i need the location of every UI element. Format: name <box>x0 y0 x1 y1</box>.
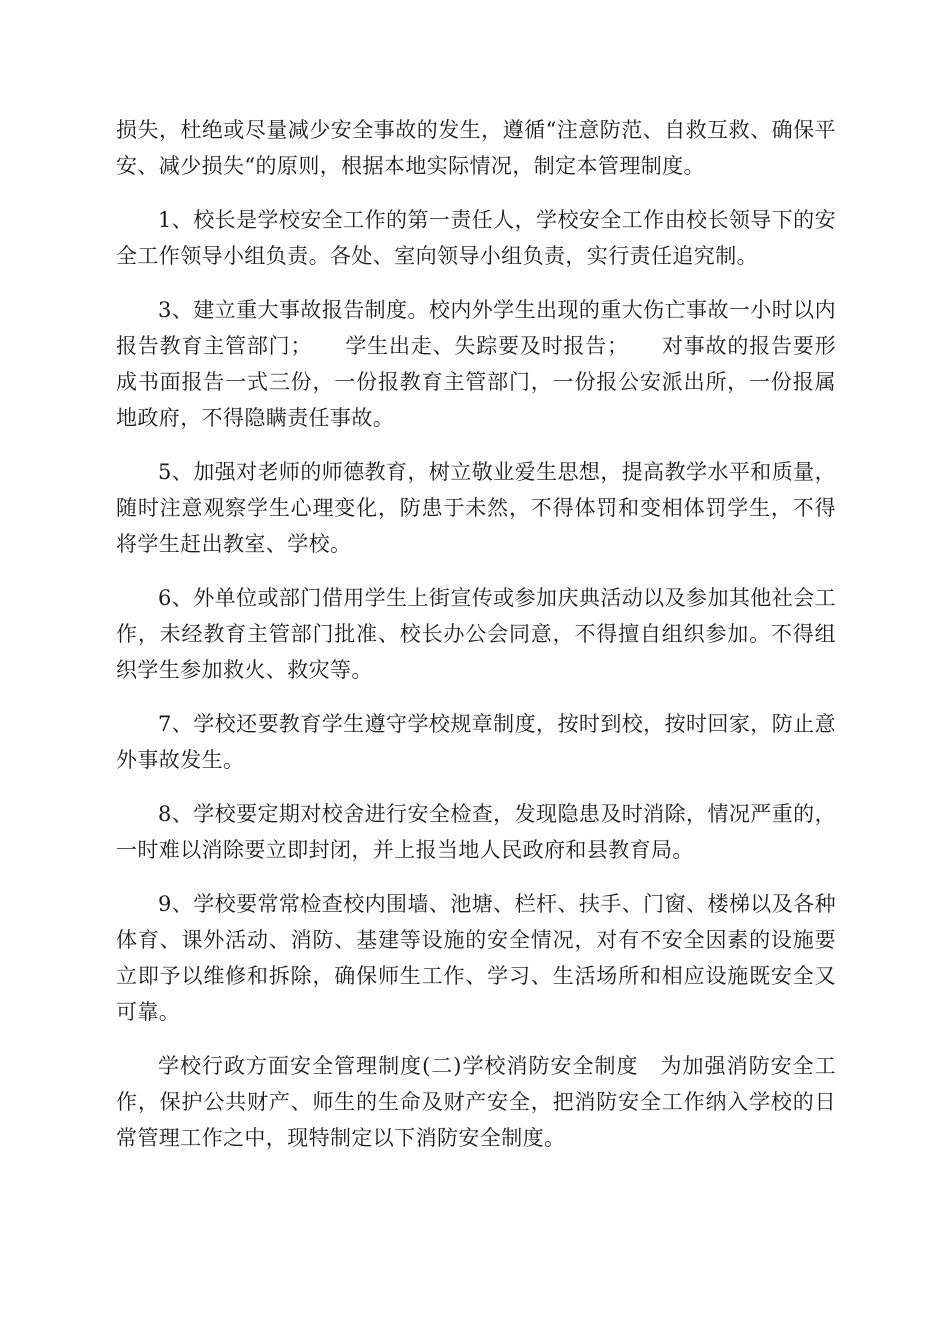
paragraph-item-7: 7、学校还要教育学生遵守学校规章制度，按时到校，按时回家，防止意外事故发生。 <box>116 712 836 772</box>
paragraph-item-8: 8、学校要定期对校舍进行安全检查，发现隐患及时消除，情况严重的，一时难以消除要立即封闭，并上报当地人民政府和县教育局。 <box>116 802 836 862</box>
paragraph-item-6: 6、外单位或部门借用学生上街宣传或参加庆典活动以及参加其他社会工作，未经教育主管部门批准、校长办公会同意，不得擅自组织参加。不得组织学生参加救火、救灾等。 <box>116 586 836 682</box>
paragraph-item-5: 5、加强对老师的师德教育，树立敬业爱生思想，提高教学水平和质量，随时注意观察学生心理变化，防患于未然，不得体罚和变相体罚学生，不得将学生赶出教室、学校。 <box>116 460 836 556</box>
paragraph-item-1: 1、校长是学校安全工作的第一责任人，学校安全工作由校长领导下的安全工作领导小组负责。各处、室向领导小组负责，实行责任追究制。 <box>116 208 836 268</box>
paragraph-item-3: 3、建立重大事故报告制度。校内外学生出现的重大伤亡事故一小时以内报告教育主管部门； 学生出走、失踪要及时报告； 对事故的报告要形成书面报告一式三份，一份报教育主管部门，一份报公安派出所，一份报属地政府，不得隐瞒责任事故。 <box>116 298 836 430</box>
document-body <box>116 112 836 1174</box>
paragraph-continuation: 损失，杜绝或尽量减少安全事故的发生，遵循“注意防范、自救互救、确保平安、减少损失“的原则，根据本地实际情况，制定本管理制度。 <box>116 118 836 178</box>
paragraph-item-9: 9、学校要常常检查校内围墙、池塘、栏杆、扶手、门窗、楼梯以及各种体育、课外活动、消防、基建等设施的安全情况，对有不安全因素的设施要立即予以维修和拆除，确保师生工作、学习、生活场所和相应设施既安全又可靠。 <box>116 892 836 1024</box>
paragraph-fire-safety-intro: 学校行政方面安全管理制度(二)学校消防安全制度 为加强消防安全工作，保护公共财产、师生的生命及财产安全，把消防安全工作纳入学校的日常管理工作之中，现特制定以下消防安全制度。 <box>116 1054 836 1150</box>
